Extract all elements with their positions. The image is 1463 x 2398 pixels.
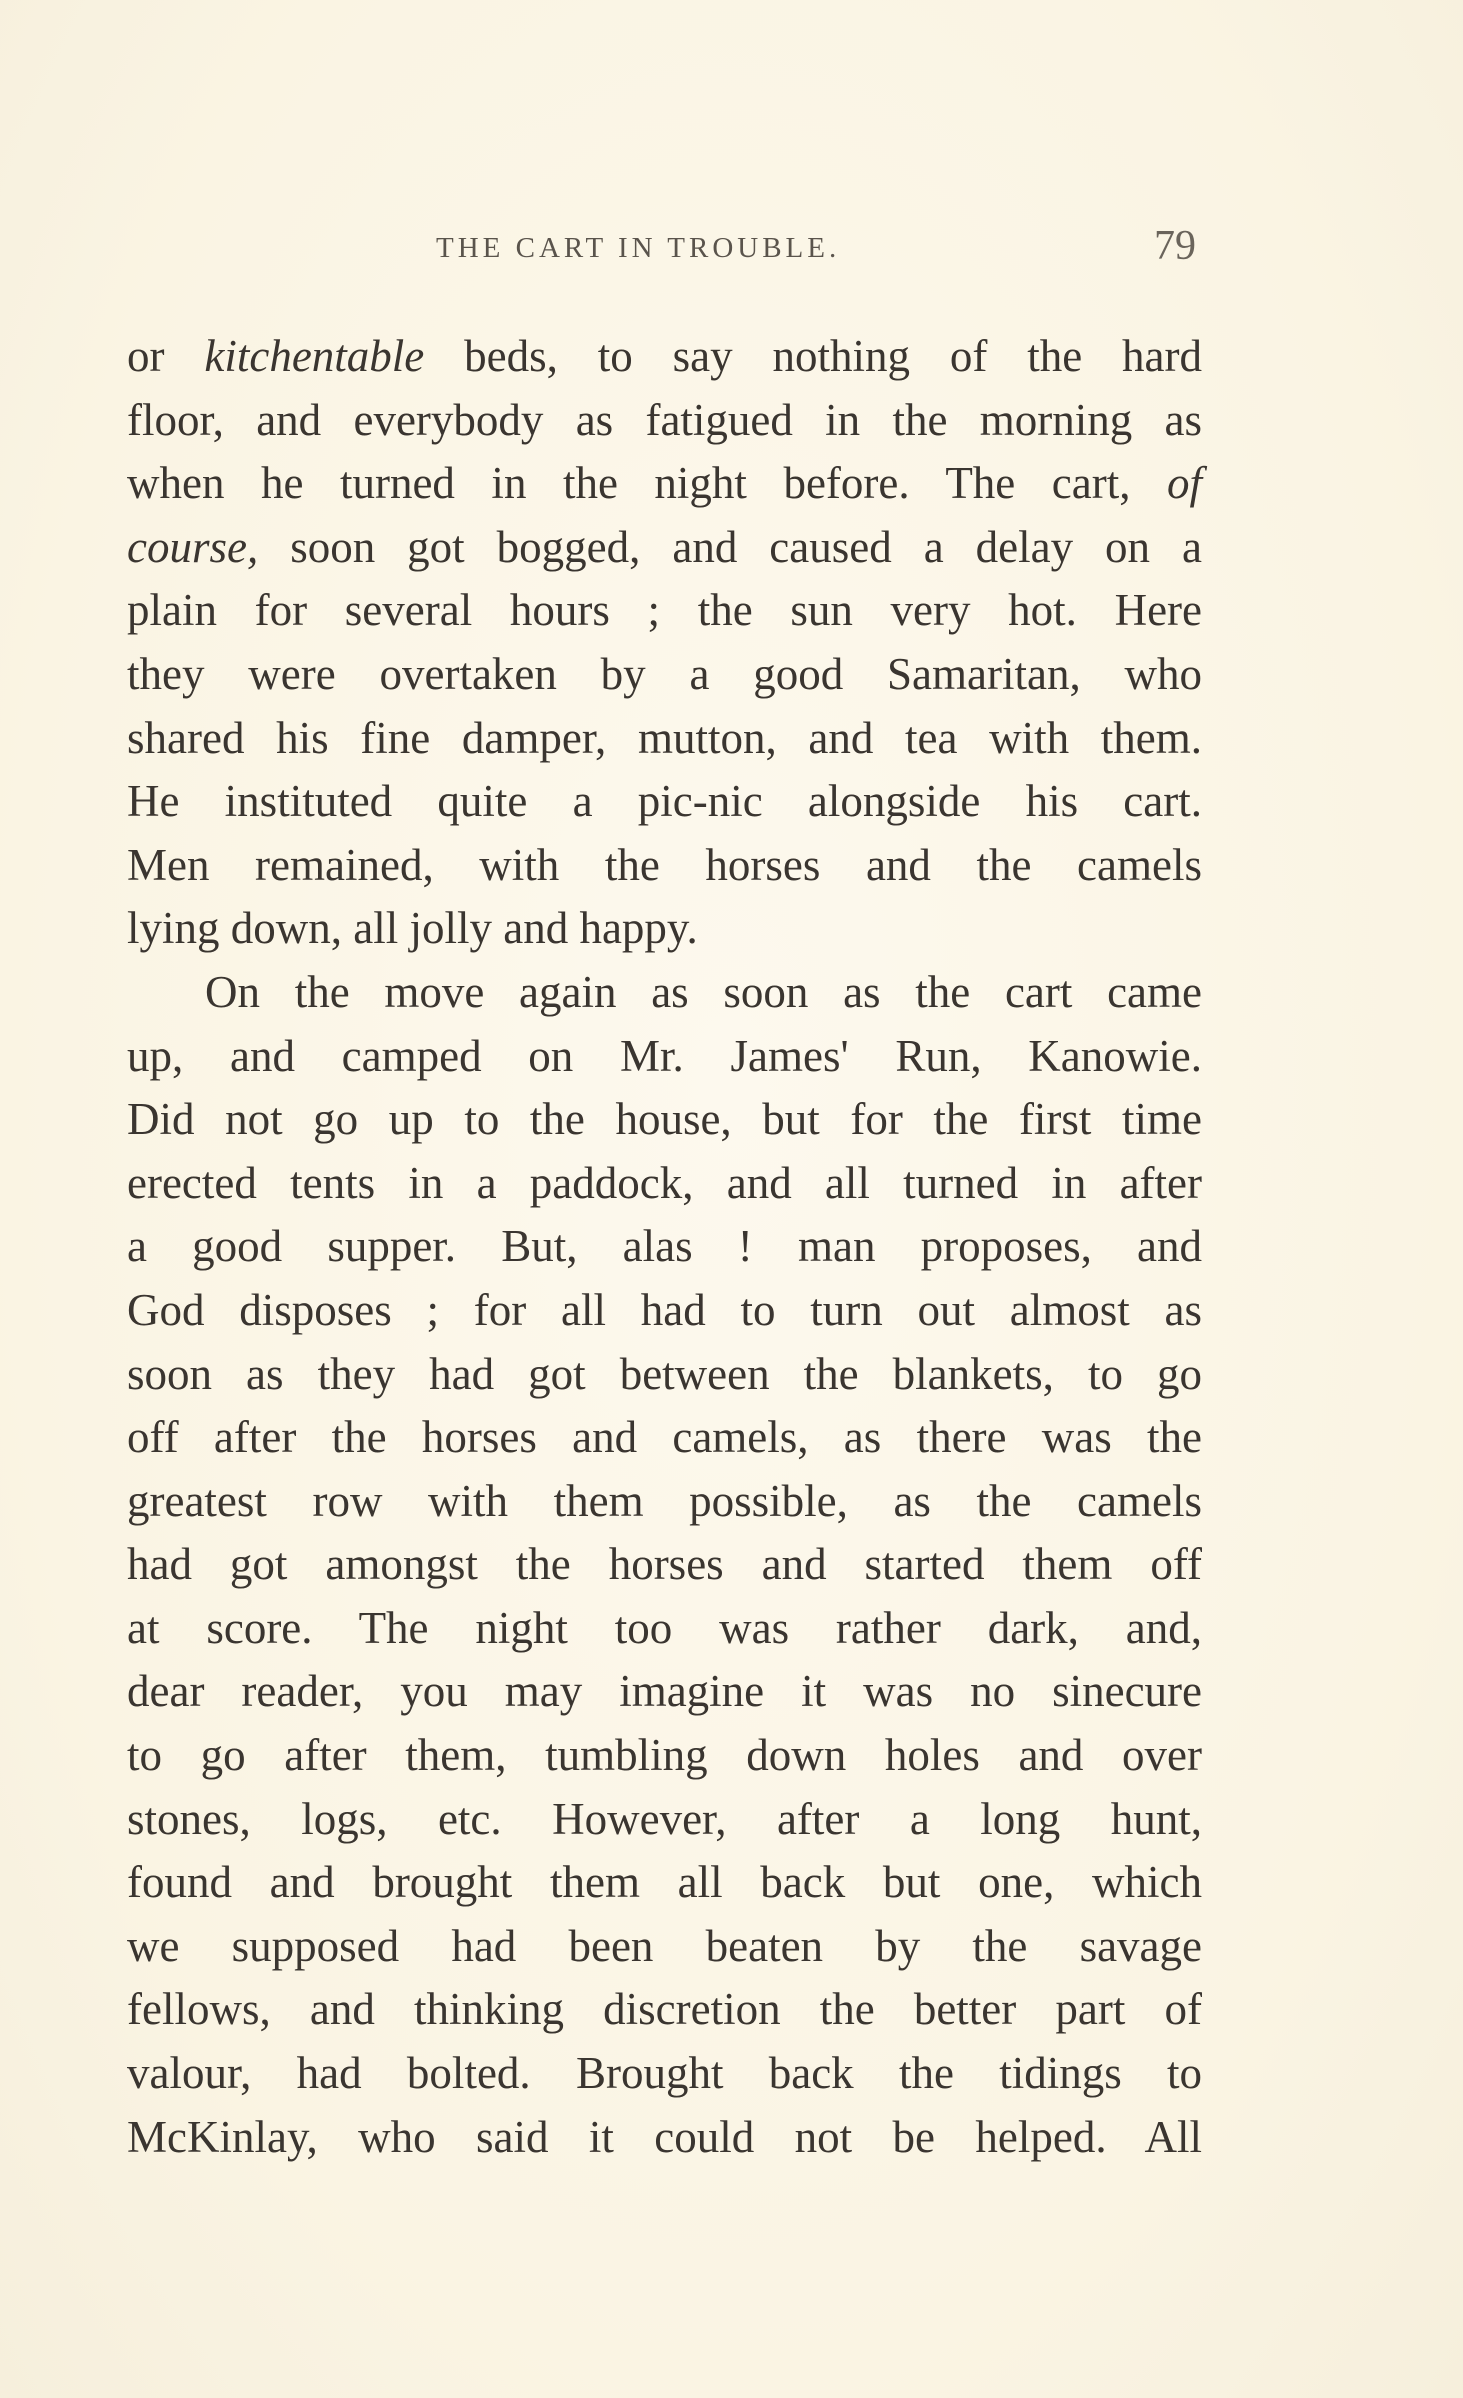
text-line: to go after them, tumbling down holes and over [127,1730,1202,1781]
text-line: off after the horses and camels, as there was the [127,1412,1202,1463]
text-segment: when he turned in the night before. The cart, [127,458,1131,509]
text-line: we supposed had been beaten by the savage [127,1920,1202,1971]
text-line: at score. The night too was rather dark, and, [127,1602,1202,1653]
text-line: God disposes ; for all had to turn out almost as [127,1284,1202,1335]
text-segment: soon got bogged, and caused a delay on a [290,521,1202,572]
text-line: greatest row with them possible, as the camels [127,1475,1202,1526]
text-line: plain for several hours ; the sun very hot. Here [127,585,1202,636]
text-line: had got amongst the horses and started them off [127,1539,1202,1590]
text-line [127,325,1202,389]
text-line: erected tents in a paddock, and all turned in after [127,1157,1202,1208]
text-line: dear reader, you may imagine it was no sinecure [127,1666,1202,1717]
text-segment: or [127,331,165,381]
text-line: they were overtaken by a good Samaritan, who [127,648,1202,699]
italic-word: course, [127,521,259,572]
text-line: a good supper. But, alas ! man proposes, and [127,1221,1202,1272]
text-line: valour, had bolted. Brought back the tidings to [127,2048,1202,2099]
text-line [127,516,1202,580]
text-line: Men remained, with the horses and the camels [127,839,1202,890]
text-line [127,452,1202,516]
italic-word: kitchentable [204,331,425,381]
text-line-paragraph-start: On the move again as soon as the cart came [205,966,1202,1017]
page-number: 79 [1154,223,1196,269]
italic-word: of [1167,458,1203,509]
text-line: stones, logs, etc. However, after a long hunt, [127,1793,1202,1844]
text-line: found and brought them all back but one, which [127,1857,1202,1908]
text-line: fellows, and thinking discretion the better part of [127,1984,1202,2035]
text-segment: beds, to say nothing of the hard [464,331,1203,381]
text-line: McKinlay, who said it could not be helped. All [127,2111,1202,2162]
running-head [436,222,1196,278]
text-line: He instituted quite a pic-nic alongside his cart. [127,776,1202,827]
text-line: up, and camped on Mr. James' Run, Kanowie. [127,1030,1202,1081]
text-line: shared his fine damper, mutton, and tea with them. [127,712,1202,763]
text-line: Did not go up to the house, but for the first time [127,1094,1202,1145]
text-line-paragraph-end: lying down, all jolly and happy. [127,903,698,954]
running-title: THE CART IN TROUBLE. [436,232,841,264]
text-line: floor, and everybody as fatigued in the morning as [127,394,1202,445]
text-line: soon as they had got between the blankets, to go [127,1348,1202,1399]
body-text [127,325,1202,2169]
